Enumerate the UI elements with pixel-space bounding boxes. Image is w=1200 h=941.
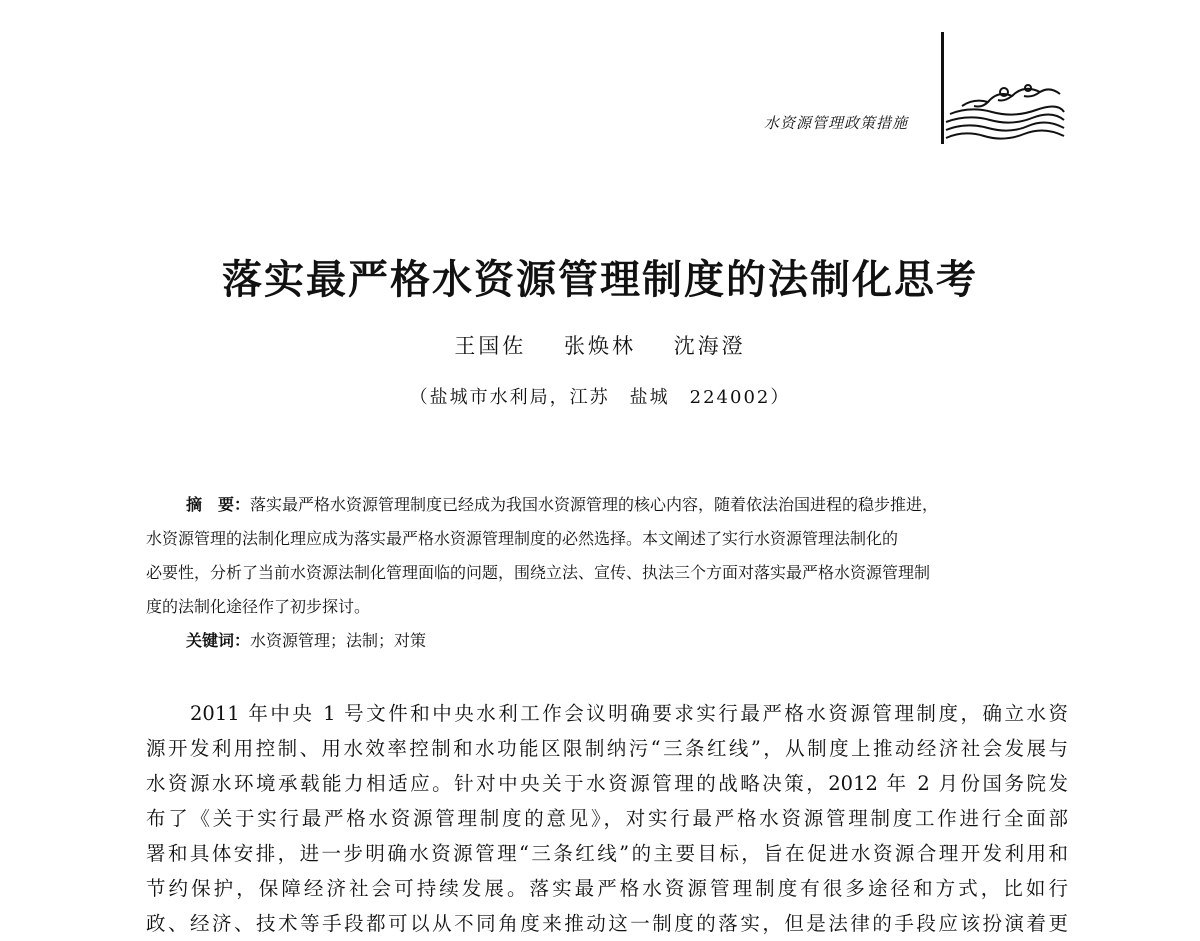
abstract-label: 摘 要： bbox=[186, 495, 251, 514]
body-line: 节约保护，保障经济社会可持续发展。落实最严格水资源管理制度有很多途径和方式，比如行 bbox=[146, 877, 1068, 900]
body-line: 政、经济、技术等手段都可以从不同角度来推动这一制度的落实，但是法律的手段应该扮演着更 bbox=[146, 912, 1068, 935]
body-line: 2011 年中央 1 号文件和中央水利工作会议明确要求实行最严格水资源管理制度，确立水资 bbox=[190, 702, 1068, 725]
wave-ornament-icon bbox=[944, 80, 1066, 142]
abstract-line: 度的法制化途径作了初步探讨。 bbox=[146, 597, 371, 616]
keywords-section bbox=[186, 626, 426, 656]
keywords-value: 水资源管理；法制；对策 bbox=[250, 631, 427, 650]
running-header-title: 水资源管理政策措施 bbox=[764, 114, 909, 132]
author-name: 王国佐 bbox=[454, 334, 527, 358]
body-paragraph bbox=[146, 696, 1068, 941]
author-affiliation: （盐城市水利局，江苏 盐城 224002） bbox=[409, 387, 791, 408]
article-title: 落实最严格水资源管理制度的法制化思考 bbox=[222, 256, 978, 303]
body-line: 署和具体安排，进一步明确水资源管理“三条红线”的主要目标，旨在促进水资源合理开发利用和 bbox=[146, 842, 1068, 865]
abstract-line: 水资源管理的法制化理应成为落实最严格水资源管理制度的必然选择。本文阐述了实行水资源管理法制化的 bbox=[146, 529, 899, 548]
abstract-line bbox=[146, 488, 1068, 522]
abstract-line: 必要性，分析了当前水资源法制化管理面临的问题，围绕立法、宣传、执法三个方面对落实最严格水资源管理制 bbox=[146, 563, 931, 582]
keywords-label: 关键词： bbox=[186, 631, 251, 650]
abstract-text: 落实最严格水资源管理制度已经成为我国水资源管理的核心内容，随着依法治国进程的稳步推进， bbox=[250, 495, 939, 514]
abstract-section bbox=[146, 488, 1068, 624]
author-name: 张焕林 bbox=[564, 334, 636, 358]
body-line: 布了《关于实行最严格水资源管理制度的意见》，对实行最严格水资源管理制度工作进行全面部 bbox=[146, 807, 1068, 830]
body-line: 源开发利用控制、用水效率控制和水功能区限制纳污“三条红线”，从制度上推动经济社会发展与 bbox=[146, 737, 1068, 760]
author-name: 沈海澄 bbox=[673, 334, 746, 358]
body-line: 水资源水环境承载能力相适应。针对中央关于水资源管理的战略决策，2012 年 2 月份国务院发 bbox=[146, 772, 1068, 795]
author-list bbox=[0, 330, 1200, 360]
